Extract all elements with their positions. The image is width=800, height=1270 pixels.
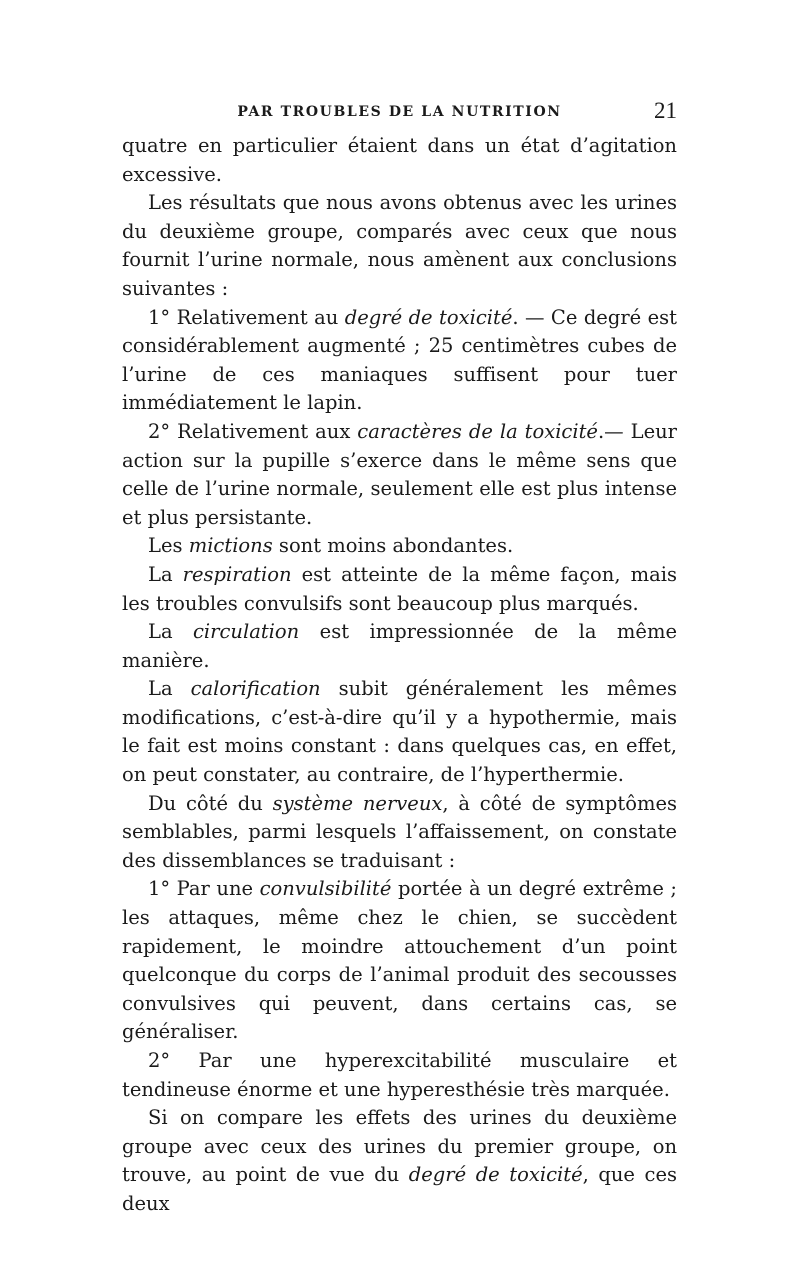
- paragraph-convulsibility: 1° Par une convulsibilité portée à un degré extrême ; les attaques, même chez le chien, se succèdent rapidement, le moindre attouchement d’un point quelconque du corps de l’animal produit des secousses convulsives qui peuvent, dans certains cas, se généraliser.: [122, 877, 677, 1044]
- page-number: 21: [654, 98, 677, 123]
- italic-term: système nerveux: [272, 791, 443, 815]
- paragraph-nervous-system: Du côté du système nerveux, à côté de symptômes semblables, parmi lesquels l’affaissement, on constate des dissemblances se traduisant :: [122, 791, 678, 872]
- paragraph-results-intro: Les résultats que nous avons obtenus avec les urines du deuxième groupe, comparés avec ceux que nous fournit l’urine normale, nous amènent aux conclusions suivantes :: [122, 191, 677, 300]
- italic-term: degré de toxicité: [408, 1163, 583, 1187]
- paragraph-calorification: La calorification subit généralement les mêmes modifications, c’est-à-dire qu’il y a hypothermie, mais le fait est moins constant : dans quelques cas, en effet, on peut constater, au contraire, de l’hyperthermie.: [122, 677, 677, 787]
- paragraph-characters-toxicity: 2° Relativement aux caractères de la toxicité.— Leur action sur la pupille s’exerce dans le même sens que celle de l’urine normale, seulement elle est plus intense et plus persistante.: [122, 419, 677, 529]
- paragraph-mictions: Les mictions sont moins abondantes.: [148, 534, 514, 558]
- italic-term: calorification: [190, 677, 321, 701]
- running-title: PAR TROUBLES DE LA NUTRITION: [237, 104, 562, 120]
- paragraph-hyperexcitability: 2° Par une hyperexcitabilité musculaire et tendineuse énorme et une hyperesthésie très marquée.: [122, 1049, 677, 1101]
- paragraph-comparison: Si on compare les effets des urines du deuxième groupe avec ceux des urines du premier groupe, on trouve, au point de vue du degré de toxicité, que ces deux: [122, 1106, 678, 1215]
- paragraph-respiration: La respiration est atteinte de la même façon, mais les troubles convulsifs sont beaucoup plus marqués.: [122, 562, 677, 615]
- italic-term: circulation: [193, 620, 300, 644]
- italic-term: degré de toxicité: [344, 305, 513, 329]
- paragraph-agitation: quatre en particulier étaient dans un état d’agitation excessive.: [122, 134, 677, 186]
- running-head: [122, 98, 677, 128]
- body-text: [122, 132, 677, 1219]
- paragraph-circulation: La circulation est impressionnée de la même manière.: [122, 620, 677, 672]
- italic-term: mictions: [188, 534, 273, 558]
- paragraph-degree-toxicity: 1° Relativement au degré de toxicité. — Ce degré est considérablement augmenté ; 25 centimètres cubes de l’urine de ces maniaques suffisent pour tuer immédiatement le lapin.: [122, 305, 678, 415]
- italic-term: respiration: [182, 562, 292, 586]
- italic-term: caractères de la toxicité: [357, 419, 598, 443]
- italic-term: convulsibilité: [259, 877, 392, 901]
